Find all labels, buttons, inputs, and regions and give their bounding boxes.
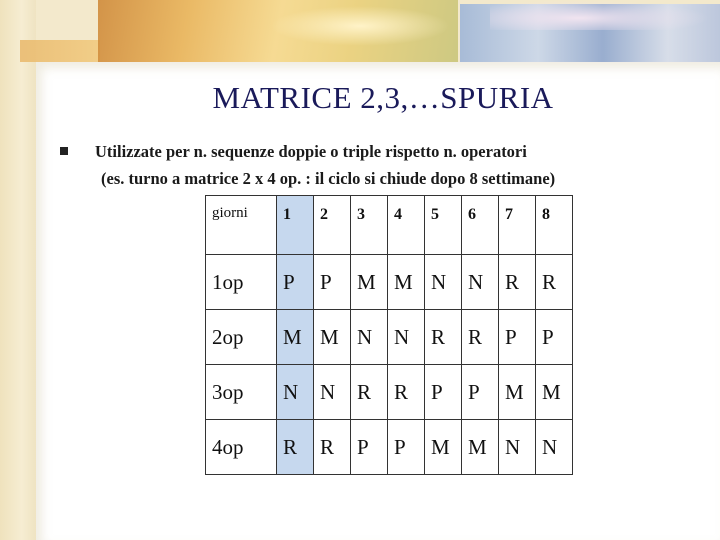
shift-cell: R	[425, 310, 462, 365]
day-header: 8	[536, 196, 573, 255]
shift-cell: N	[462, 255, 499, 310]
shift-cell: M	[536, 365, 573, 420]
table-row	[206, 255, 573, 310]
shift-cell: M	[351, 255, 388, 310]
operator-label: 3op	[206, 365, 277, 420]
day-header: 5	[425, 196, 462, 255]
shift-cell: P	[351, 420, 388, 475]
bullet-line-1: Utilizzate per n. sequenze doppie o triple rispetto n. operatori	[95, 142, 527, 161]
shift-cell: M	[314, 310, 351, 365]
table-row	[206, 420, 573, 475]
shift-cell: R	[462, 310, 499, 365]
shift-cell: R	[277, 420, 314, 475]
shift-cell: N	[314, 365, 351, 420]
shift-cell: P	[462, 365, 499, 420]
shift-cell: N	[425, 255, 462, 310]
bullet-line-2: (es. turno a matrice 2 x 4 op. : il ciclo si chiude dopo 8 settimane)	[101, 169, 556, 188]
operator-label: 2op	[206, 310, 277, 365]
shift-cell: N	[499, 420, 536, 475]
day-header: 2	[314, 196, 351, 255]
shift-cell: R	[314, 420, 351, 475]
day-header: 4	[388, 196, 425, 255]
shift-cell: N	[277, 365, 314, 420]
shift-cell: N	[388, 310, 425, 365]
day-header: 6	[462, 196, 499, 255]
operator-label: 1op	[206, 255, 277, 310]
shift-cell: N	[351, 310, 388, 365]
banner-glow-blue	[490, 0, 710, 30]
shift-cell: P	[499, 310, 536, 365]
banner-glow	[270, 6, 450, 46]
bullet-square-icon	[60, 147, 68, 155]
day-header: 1	[277, 196, 314, 255]
bullet-text	[95, 138, 695, 192]
shift-cell: P	[277, 255, 314, 310]
table-row	[206, 365, 573, 420]
rotation-matrix-table	[205, 195, 573, 475]
shift-cell: M	[462, 420, 499, 475]
day-header: 7	[499, 196, 536, 255]
shift-cell: P	[388, 420, 425, 475]
shift-cell: M	[499, 365, 536, 420]
shift-cell: R	[351, 365, 388, 420]
shift-cell: P	[536, 310, 573, 365]
shift-cell: M	[425, 420, 462, 475]
shift-cell: N	[536, 420, 573, 475]
shift-cell: M	[277, 310, 314, 365]
table-row	[206, 310, 573, 365]
day-header: 3	[351, 196, 388, 255]
shift-cell: R	[388, 365, 425, 420]
decorative-banner	[20, 0, 720, 62]
slide-title: MATRICE 2,3,…SPURIA	[212, 80, 554, 115]
shift-cell: R	[499, 255, 536, 310]
corner-cell: giorni	[206, 196, 277, 255]
shift-cell: M	[388, 255, 425, 310]
shift-cell: R	[536, 255, 573, 310]
banner-swatch-orange	[20, 40, 100, 62]
shift-cell: P	[314, 255, 351, 310]
table-header-row	[206, 196, 573, 255]
shift-cell: P	[425, 365, 462, 420]
operator-label: 4op	[206, 420, 277, 475]
